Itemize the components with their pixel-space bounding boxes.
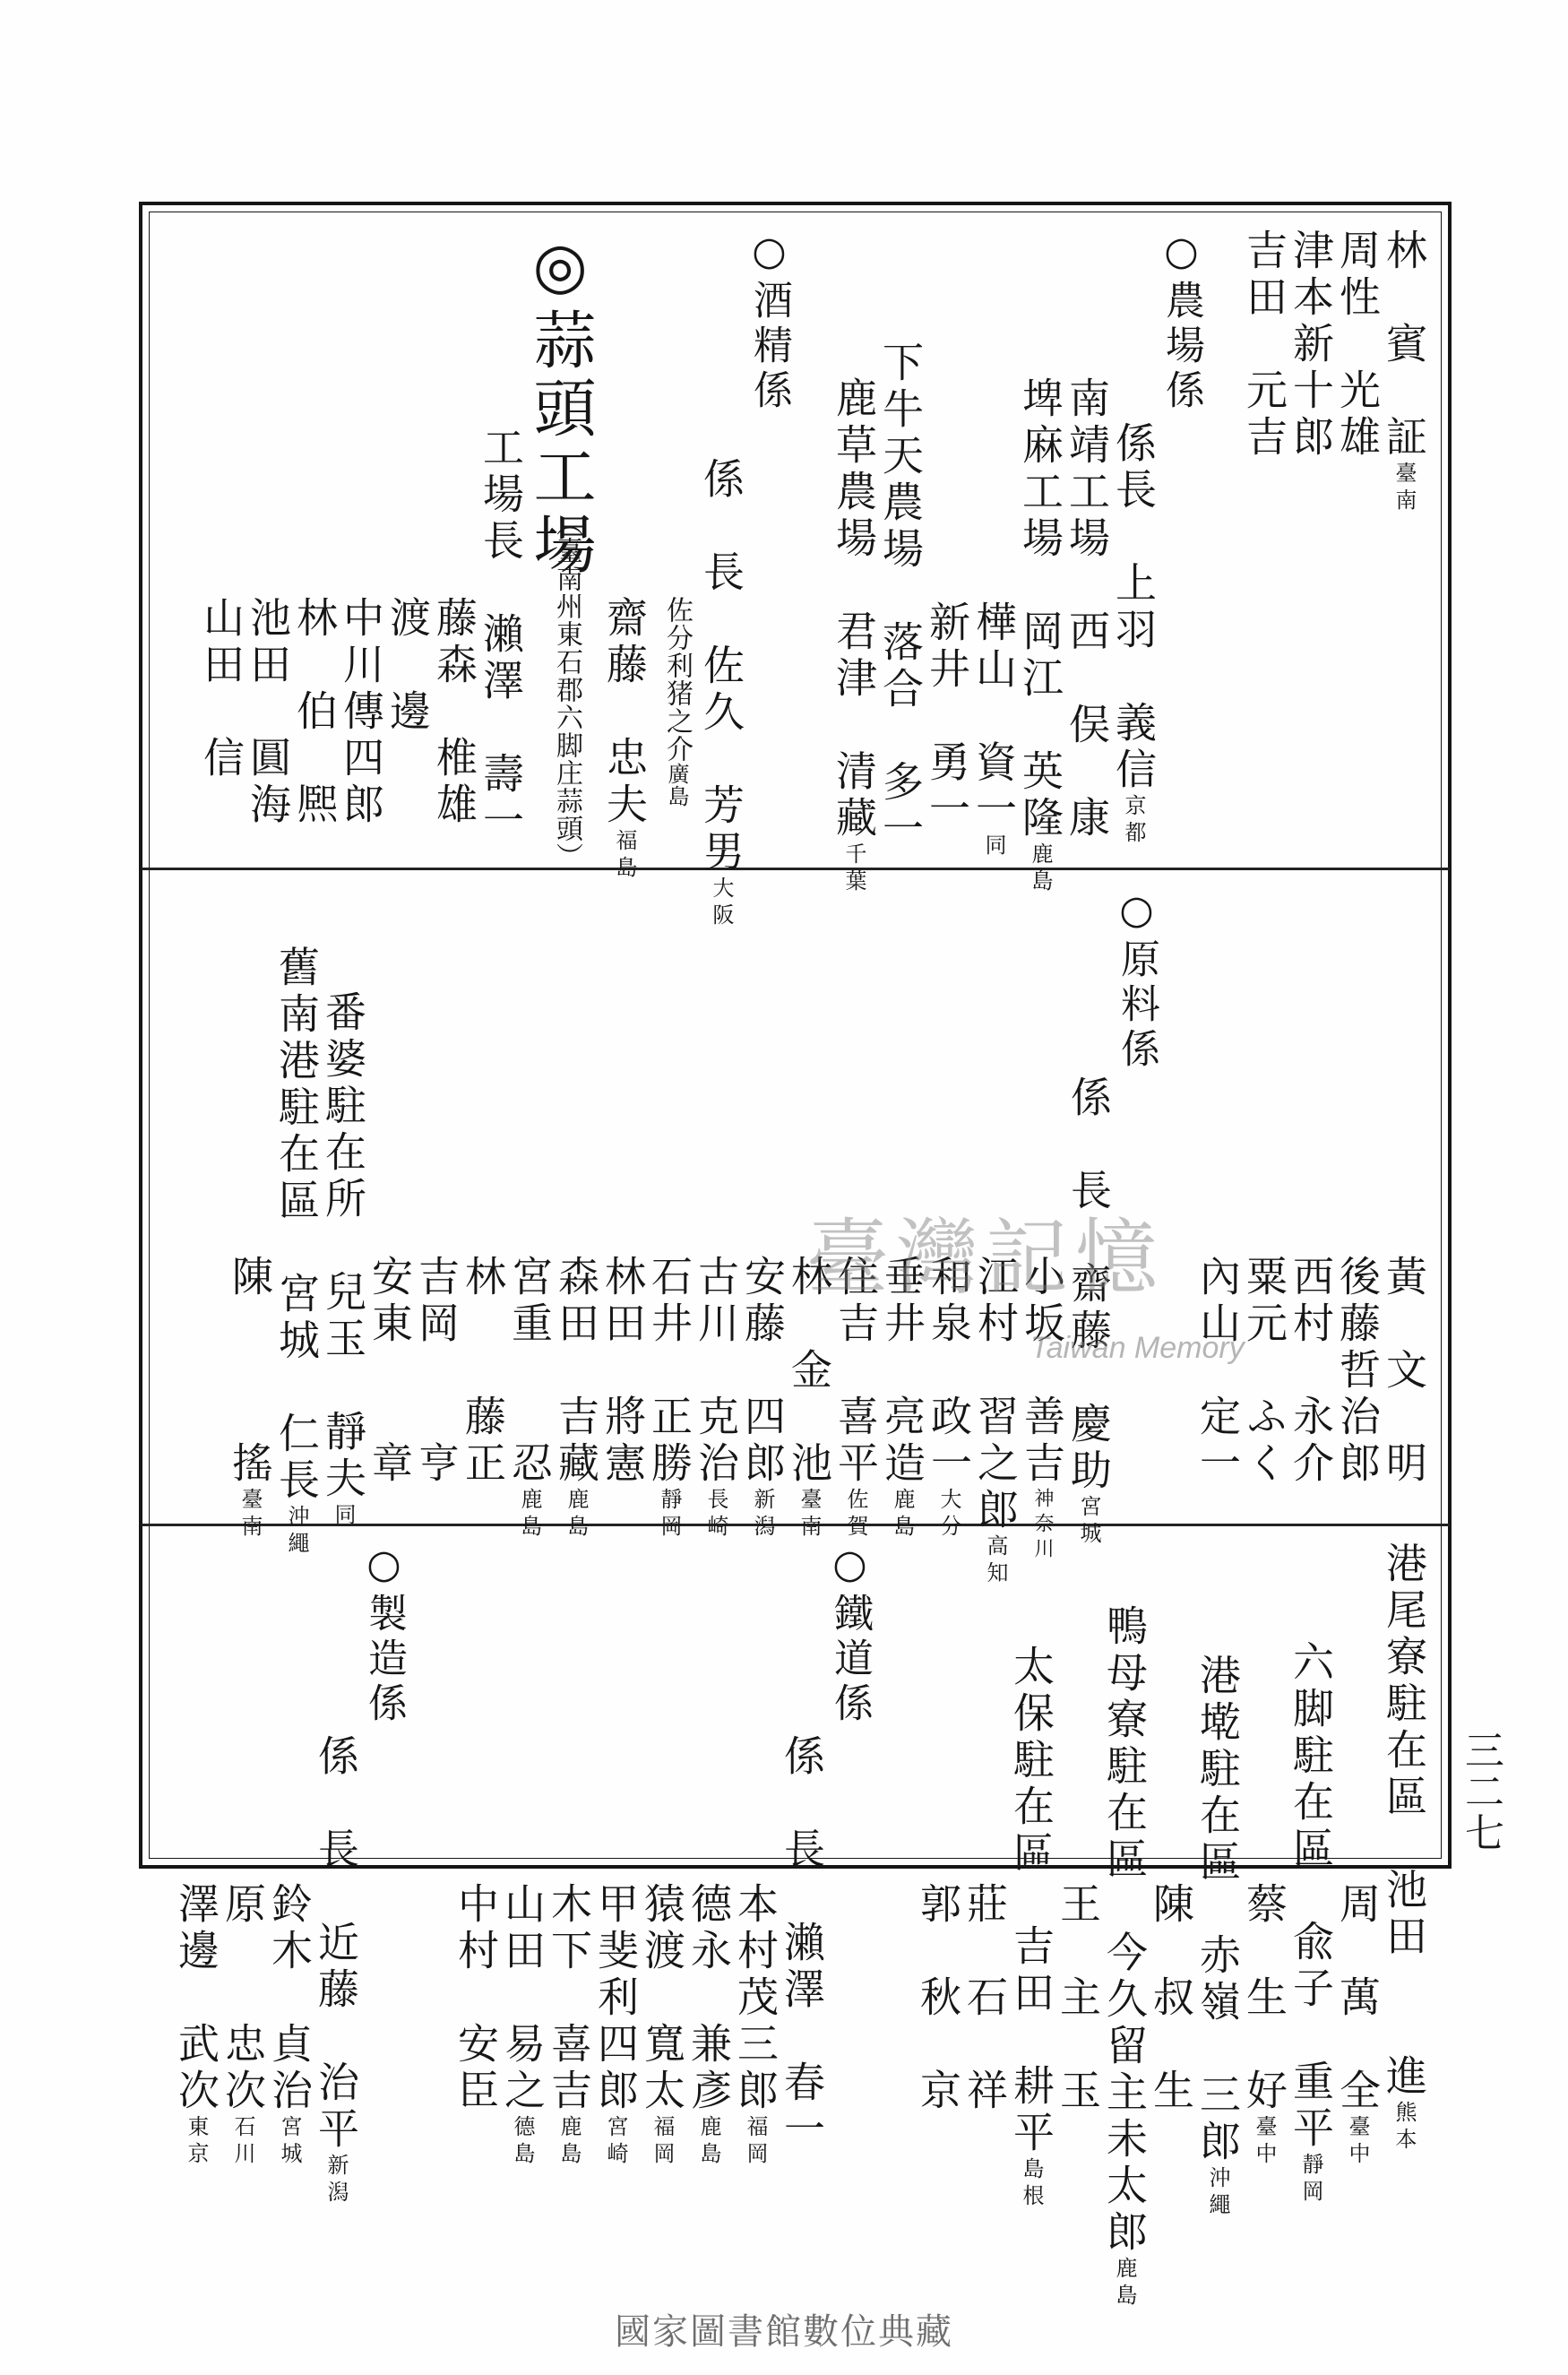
mid-col-3: 粟元 ふく bbox=[1240, 1255, 1288, 1488]
bot-col-24: 澤邊 武次東京 bbox=[172, 1882, 220, 2169]
mid-col-9: 和泉 政一大分 bbox=[925, 1255, 973, 1542]
bot-col-0: 港尾寮駐在區 池田 進熊本 bbox=[1380, 1542, 1428, 2155]
top-col-3: 吉田 元吉 bbox=[1240, 229, 1288, 462]
bot-col-7: 王 主 玉 bbox=[1054, 1882, 1102, 2115]
section-heading-farm: ○農場係 bbox=[1159, 229, 1204, 414]
mid-col-17: 森田 吉藏鹿島 bbox=[552, 1255, 600, 1542]
bot-col-16: 甲斐利四郎宮崎 bbox=[591, 1882, 640, 2169]
bot-col-13: 本村茂三郎福岡 bbox=[731, 1882, 780, 2169]
bot-col-1: 周 萬 全臺中 bbox=[1333, 1882, 1382, 2169]
mid-col-21: 安東 章 bbox=[366, 1255, 414, 1488]
top-col-0: 林 賓 証臺南 bbox=[1380, 229, 1428, 515]
top-col-18: 藤森 椎雄 bbox=[430, 596, 478, 829]
top-col-6: 南靖工場 西 俣 康 bbox=[1063, 376, 1111, 842]
bot-col-5: 陳 叔 生 bbox=[1147, 1882, 1195, 2115]
top-col-20: 中川傳四郎 bbox=[337, 596, 385, 829]
suantou-factory-location-note: （臺南州東石郡六脚庄蒜頭） bbox=[551, 509, 582, 870]
mid-col-22: 番婆駐在所 兒玉 靜夫同 bbox=[319, 990, 367, 1530]
bot-col-6: 鴨母寮駐在區 今久留主未太郎鹿島 bbox=[1100, 1604, 1149, 2310]
mid-col-14: 古川 克治長崎 bbox=[692, 1255, 740, 1542]
footer-archive-label: 國家圖書館數位典藏 bbox=[615, 2311, 953, 2353]
bot-col-23: 原 忠次石川 bbox=[219, 1882, 267, 2169]
top-col-17: 工場長 瀨澤 壽一 bbox=[477, 426, 525, 845]
mid-col-11: 住吉 喜平佐賀 bbox=[831, 1255, 880, 1542]
mid-col-7: 小坂 善吉神奈川 bbox=[1018, 1255, 1066, 1563]
bot-col-22: 鈴木 貞治宮城 bbox=[265, 1882, 314, 2169]
watermark-logo: 臺灣記憶 bbox=[806, 1210, 1166, 1306]
mid-col-16: 林田 將憲 bbox=[599, 1255, 647, 1488]
mid-col-12: 林 金 池臺南 bbox=[785, 1255, 833, 1542]
mid-col-1: 後藤哲治郎 bbox=[1333, 1255, 1382, 1488]
section-divider-top bbox=[142, 868, 1450, 870]
mid-col-23: 舊南港駐在區 宮城 仁長沖繩 bbox=[272, 946, 321, 1559]
bot-col-10: 郭 秋 京 bbox=[914, 1882, 962, 2115]
mid-col-18: 宮重 忍鹿島 bbox=[505, 1255, 554, 1542]
mid-col-4: 內山 定一 bbox=[1193, 1255, 1242, 1488]
bot-col-2: 六脚駐在區 兪子 重平靜岡 bbox=[1287, 1640, 1335, 2207]
bot-col-12: 係 長 瀨澤 春一 bbox=[778, 1734, 826, 2154]
bot-col-14: 德永 兼彥鹿島 bbox=[685, 1882, 733, 2169]
mid-col-8: 江村 習之郎高知 bbox=[971, 1255, 1020, 1588]
top-col-10: 下牛天農場 落合 多一 bbox=[876, 341, 925, 853]
bot-col-9: 莊 石 祥 bbox=[961, 1882, 1009, 2115]
mid-col-24: 陳 搖臺南 bbox=[226, 1255, 274, 1542]
mid-col-10: 垂井 亮造鹿島 bbox=[878, 1255, 926, 1542]
bot-col-21: 係 長 近藤 治平新潟 bbox=[312, 1734, 360, 2207]
bot-col-4: 港墘駐在區 赤嶺 三郎沖繩 bbox=[1193, 1654, 1242, 2220]
bot-col-3: 蔡 生 好臺中 bbox=[1240, 1882, 1288, 2169]
top-col-14: 佐分利猪之介廣島 bbox=[661, 596, 693, 808]
bot-col-19: 中村 安臣 bbox=[452, 1882, 500, 2115]
top-col-13: 係 長 佐久 芳男大阪 bbox=[697, 457, 745, 930]
page-number: 三二七 bbox=[1458, 1730, 1503, 1853]
watermark-english: Taiwan Memory bbox=[1030, 1331, 1245, 1365]
top-col-7: 埤麻工場 岡江 英隆鹿島 bbox=[1016, 376, 1064, 896]
top-col-23: 山田 信 bbox=[197, 596, 246, 782]
mid-col-13: 安藤 四郎新潟 bbox=[738, 1255, 787, 1542]
top-col-21: 林 伯 熈 bbox=[290, 596, 339, 829]
top-col-5: 係長 上羽 義信京都 bbox=[1109, 421, 1158, 848]
mid-col-2: 西村 永介 bbox=[1287, 1255, 1335, 1488]
section-heading-manufacturing: ○製造係 bbox=[361, 1542, 407, 1727]
section-heading-suantou-factory: ◎蒜頭工場 bbox=[523, 229, 597, 580]
section-heading-alcohol: ○酒精係 bbox=[746, 229, 792, 414]
section-heading-raw-material: ○原料係 bbox=[1114, 887, 1159, 1073]
top-col-8: 樺山 資一同 bbox=[969, 600, 1018, 860]
top-col-9: 新井 勇一 bbox=[923, 600, 971, 833]
mid-col-6: 係 長 齋藤 慶助宮城 bbox=[1064, 1075, 1113, 1549]
top-col-15: 齋藤 忠夫福島 bbox=[600, 596, 649, 883]
bot-col-18: 山田 易之德島 bbox=[498, 1882, 547, 2169]
top-col-22: 池田 圓海 bbox=[244, 596, 292, 829]
bot-col-8: 太保駐在區 吉田 耕平島根 bbox=[1007, 1645, 1055, 2211]
bot-col-15: 猿渡 寬太福岡 bbox=[638, 1882, 686, 2169]
mid-col-0: 黃 文 明 bbox=[1380, 1255, 1428, 1488]
mid-col-19: 林 藤正 bbox=[459, 1255, 507, 1488]
mid-col-20: 吉岡 亨 bbox=[412, 1255, 461, 1488]
bot-col-17: 木下 喜吉鹿島 bbox=[545, 1882, 593, 2169]
section-heading-railway: ○鐵道係 bbox=[827, 1542, 873, 1727]
top-col-1: 周性 光雄 bbox=[1333, 229, 1382, 462]
top-col-2: 津本新十郎 bbox=[1287, 229, 1335, 462]
mid-col-15: 石井 正勝靜岡 bbox=[645, 1255, 694, 1542]
top-col-19: 渡 邊 bbox=[383, 596, 432, 736]
top-col-11: 鹿草農場 君津 清藏千葉 bbox=[830, 376, 878, 896]
